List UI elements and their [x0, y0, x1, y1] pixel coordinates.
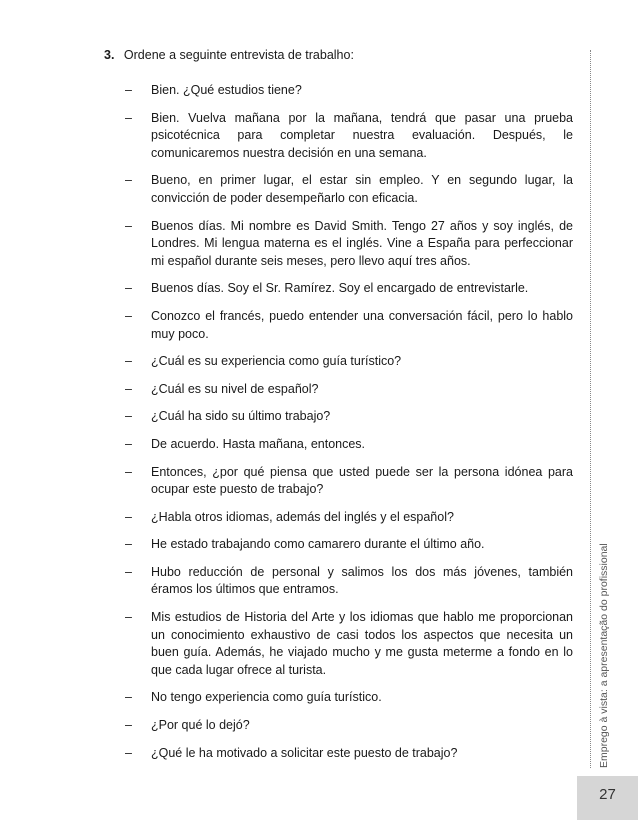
list-item-text: ¿Qué le ha motivado a solicitar este puesto de trabajo?: [151, 745, 458, 760]
dash-bullet: –: [125, 173, 132, 188]
list-item: [125, 609, 573, 679]
dash-bullet: –: [125, 464, 132, 479]
dash-bullet: –: [125, 354, 132, 369]
list-item-text: ¿Cuál es su nivel de español?: [151, 381, 319, 396]
list-item: [125, 381, 573, 399]
list-item: [125, 436, 573, 454]
list-item-text: Conozco el francés, puedo entender una conversación fácil, pero lo hablo muy poco.: [151, 308, 573, 341]
list-item-text: ¿Cuál ha sido su último trabajo?: [151, 409, 331, 424]
list-item: [125, 564, 573, 599]
question-heading: [104, 47, 574, 64]
interview-lines-list: [125, 82, 573, 772]
dash-bullet: –: [125, 381, 132, 396]
list-item-text: Hubo reducción de personal y salimos los dos más jóvenes, también éramos los últimos que entramos.: [151, 564, 573, 597]
list-item: [125, 172, 573, 207]
dash-bullet: –: [125, 409, 132, 424]
dash-bullet: –: [125, 218, 132, 233]
list-item: [125, 82, 573, 100]
dash-bullet: –: [125, 718, 132, 733]
list-item-text: De acuerdo. Hasta mañana, entonces.: [151, 436, 366, 451]
dash-bullet: –: [125, 281, 132, 296]
list-item-text: Buenos días. Soy el Sr. Ramírez. Soy el encargado de entrevistarle.: [151, 281, 529, 296]
dash-bullet: –: [125, 537, 132, 552]
list-item: [125, 464, 573, 499]
list-item-text: ¿Por qué lo dejó?: [151, 718, 250, 733]
list-item-text: He estado trabajando como camarero durante el último año.: [151, 537, 485, 552]
dash-bullet: –: [125, 308, 132, 323]
list-item-text: ¿Habla otros idiomas, además del inglés y el español?: [151, 509, 454, 524]
question-text: Ordene a seguinte entrevista de trabalho:: [123, 48, 354, 62]
dash-bullet: –: [125, 745, 132, 760]
list-item-text: ¿Cuál es su experiencia como guía turístico?: [151, 354, 402, 369]
dash-bullet: –: [125, 690, 132, 705]
dash-bullet: –: [125, 436, 132, 451]
list-item: [125, 110, 573, 163]
question-number: 3.: [104, 48, 115, 62]
list-item: [125, 353, 573, 371]
margin-divider: [590, 50, 591, 768]
list-item-text: Entonces, ¿por qué piensa que usted puede ser la persona idónea para ocupar este puesto de trabajo?: [151, 464, 573, 497]
list-item: [125, 717, 573, 735]
list-item-text: Buenos días. Mi nombre es David Smith. Tengo 27 años y soy inglés, de Londres. Mi lengua materna es el inglés. Vine a España para perfeccionar mi español durante seis meses, pero llevo aquí tres años.: [151, 218, 573, 268]
list-item-text: Bueno, en primer lugar, el estar sin empleo. Y en segundo lugar, la convicción de poder desempeñarlo con eficacia.: [151, 173, 573, 205]
list-item-text: No tengo experiencia como guía turístico.: [151, 690, 382, 705]
page-number-box: [577, 776, 638, 820]
list-item: [125, 218, 573, 271]
list-item: [125, 280, 573, 298]
dash-bullet: –: [125, 509, 132, 524]
dash-bullet: –: [125, 110, 132, 125]
list-item-text: Bien. Vuelva mañana por la mañana, tendrá que pasar una prueba psicotécnica para completar nuestra evaluación. Después, le comunicaremos nuestra decisión en una semana.: [151, 110, 573, 160]
list-item-text: Mis estudios de Historia del Arte y los idiomas que hablo me proporcionan un conocimiento exhaustivo de casi todos los aspectos que necesita un buen guía. Además, he viajado mucho y me gusta meterme a fondo en lo que cada lugar ofrece al turista.: [151, 610, 573, 677]
list-item: [125, 536, 573, 554]
dash-bullet: –: [125, 610, 132, 625]
list-item: [125, 689, 573, 707]
running-header: Emprego à vista: a apresentação do profissional: [598, 543, 610, 768]
list-item-text: Bien. ¿Qué estudios tiene?: [151, 83, 302, 97]
dash-bullet: –: [125, 564, 132, 579]
list-item: [125, 745, 573, 763]
list-item: [125, 509, 573, 527]
page-number: 27: [599, 786, 616, 803]
list-item: [125, 408, 573, 426]
dash-bullet: –: [125, 83, 132, 97]
list-item: [125, 308, 573, 343]
